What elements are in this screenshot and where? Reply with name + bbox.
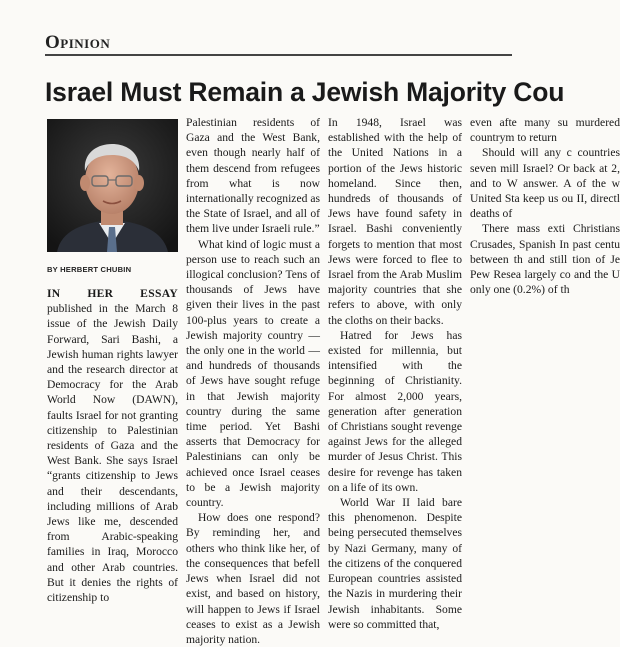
author-portrait-icon: [47, 119, 178, 252]
article-paragraph: even afte many su murdered countrym to return: [470, 116, 620, 145]
lead-in: IN HER ESSAY: [47, 287, 178, 300]
article-paragraph: How does one respond? By reminding her, and others who think like her, of the consequences that befell Jews when Israel did not exist, and based on history, will happen to Jews if Israel ceases to exist as a Jewish majority nation.: [186, 511, 320, 646]
article-column-2: [186, 115, 320, 646]
article-column-3: [328, 115, 462, 631]
article-paragraph: Should will any c countries seven mill Israel? Or back at 2, and to W answer. A of the w United Sta keep us ou II, directl deaths of: [470, 146, 620, 221]
author-photo: [47, 119, 178, 252]
article-paragraph: In 1948, Israel was established with the help of the United Nations in a portion of the Jews historic homeland. Since then, hundreds of thousands of Jews have found safety in Israel. Bashi conveniently forgets to mention that most Jews were forced to flee to Israel from the Arab Muslim majority countries that she refers to above, with only the cloths on their backs.: [328, 116, 462, 327]
article-paragraph: Palestinian residents of Gaza and the West Bank, even though nearly half of them descend from refugees from what is now internationally recognized as the State of Israel, and all of them live under Israeli rule.”: [186, 116, 320, 236]
article-paragraph: What kind of logic must a person use to reach such an illogical conclusion? Tens of thousands of Jews have given their lives in the past 100-plus years to create a Jewish majority country — the only one in the world — and hundreds of thousands of Jews have sought refuge in that Jewish majority country during the same time period. Yet Bashi asserts that Democracy for Palestinians can only be achieved once Israel ceases to be a Jewish majority country.: [186, 237, 320, 510]
section-label: Opinion: [45, 32, 111, 53]
article-text: published in the March 8 issue of the Jewish Daily Forward, Sari Bashi, a Jewish human rights lawyer and the research director at Democracy for the Arab World Now (DAWN), faults Israel for not granting citizenship to Palestinian residents of Gaza and the West Bank. She says Israel “grants citizenship to Jews and their descendants, including millions of Arab Jews like me, descended from Arabic-speaking families in Iraq, Morocco and other Arab countries. But it denies the rights of citizenship to: [47, 302, 178, 605]
article-paragraph: World War II laid bare this phenomenon. Despite being persecuted themselves by Nazi Germany, many of the citizens of the conquered European countries assisted the Nazis in murdering their Jewish inhabitants. Some were so committed that,: [328, 496, 462, 631]
byline: BY HERBERT CHUBIN: [47, 265, 132, 274]
article-paragraph: Hatred for Jews has existed for millennia, but intensified with the beginning of Christianity. For almost 2,000 years, generation after generation of Christians sought revenge against Jews for the alleged murder of Jesus Christ. This desire for revenge has taken on a life of its own.: [328, 328, 462, 494]
section-divider: [45, 54, 512, 56]
article-paragraph: There mass exti Christians Crusades, Spanish In past centu between th and still tion of Je Pew Resea largely co and the U only one (0.2%) of th: [470, 222, 620, 297]
headline: Israel Must Remain a Jewish Majority Cou: [45, 77, 565, 107]
article-paragraph: [47, 286, 178, 605]
article-column-1: [47, 286, 178, 605]
article-column-4: [470, 115, 620, 512]
